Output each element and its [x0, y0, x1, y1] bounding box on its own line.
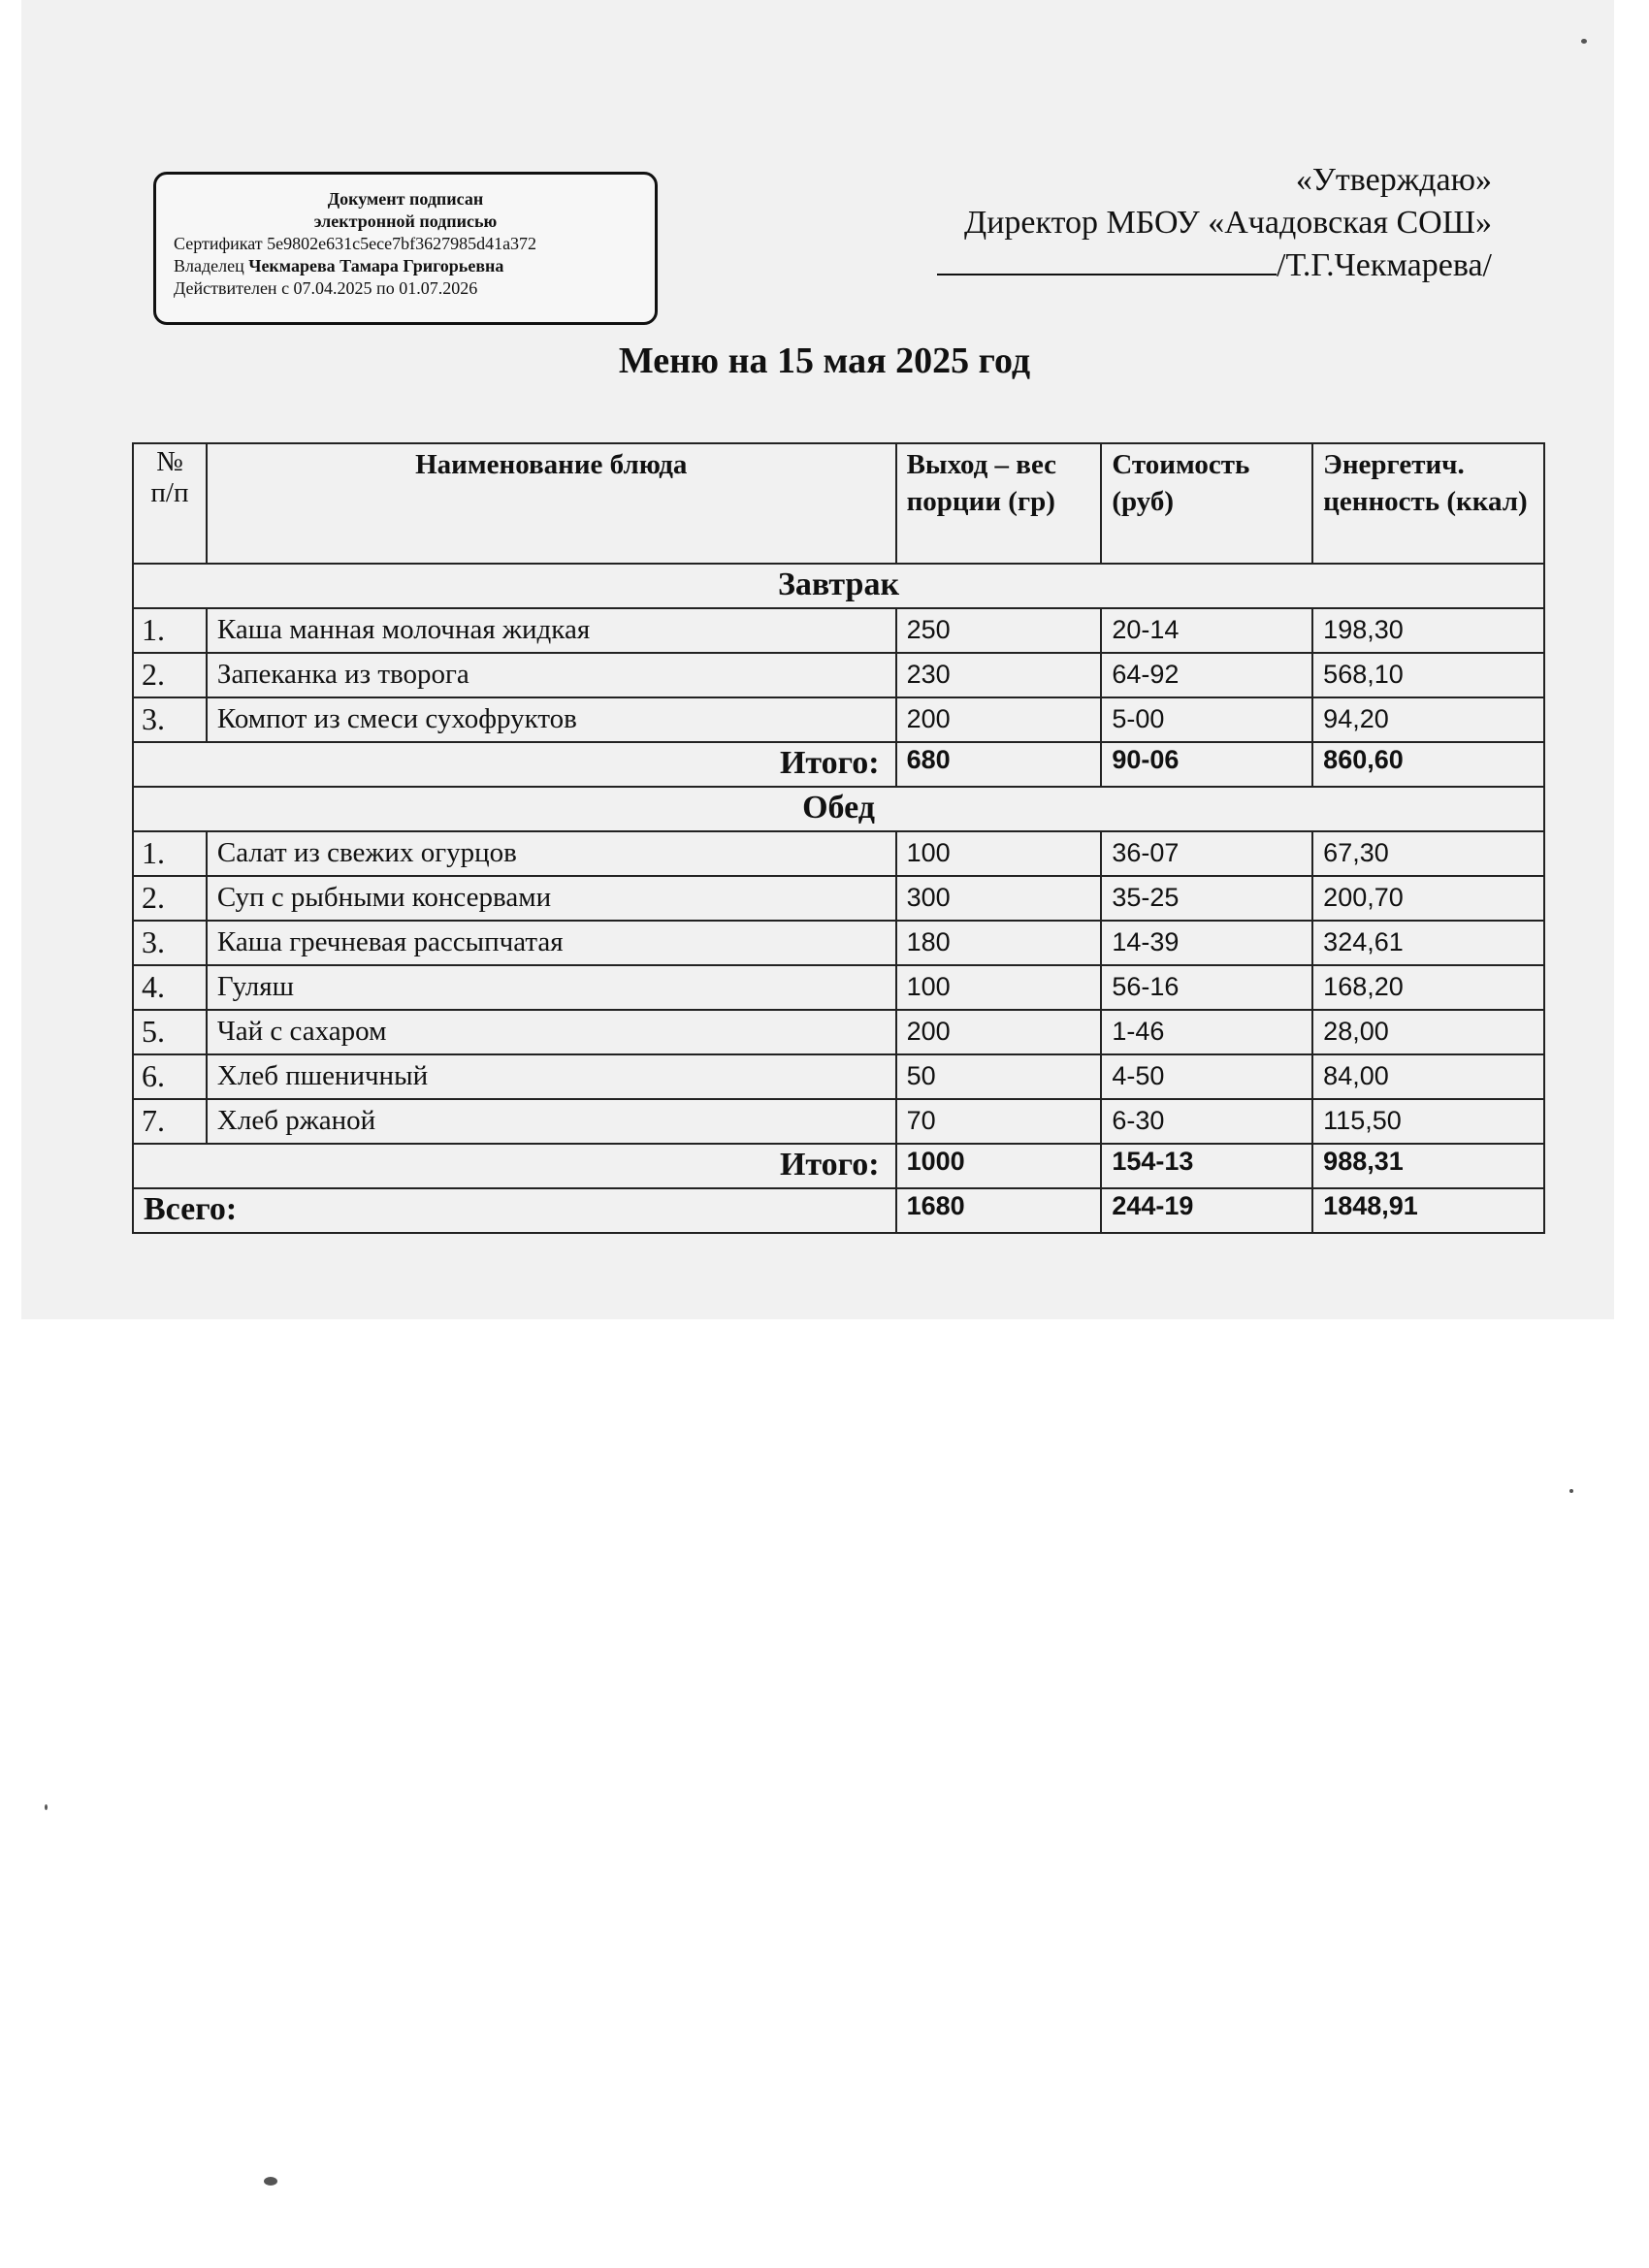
stamp-valid: Действителен с 07.04.2025 по 01.07.2026 [174, 278, 478, 298]
section-label: Завтрак [133, 564, 1544, 608]
section-label: Обед [133, 787, 1544, 831]
dish-weight: 300 [896, 876, 1102, 921]
dish-kcal: 67,30 [1312, 831, 1544, 876]
table-row [133, 965, 1544, 1010]
dish-cost: 20-14 [1101, 608, 1312, 653]
stamp-certificate [174, 233, 637, 255]
dish-cost: 36-07 [1101, 831, 1312, 876]
row-number: 2. [133, 876, 207, 921]
section-lunch [133, 787, 1544, 831]
row-number: 5. [133, 1010, 207, 1054]
header-name: Наименование блюда [207, 443, 896, 564]
dish-weight: 230 [896, 653, 1102, 697]
stamp-cert-label: Сертификат [174, 234, 263, 253]
total-kcal: 988,31 [1312, 1144, 1544, 1188]
dish-name: Суп с рыбными консервами [207, 876, 896, 921]
approval-line1: «Утверждаю» [1295, 162, 1492, 198]
header-num: № п/п [133, 443, 207, 564]
row-number: 1. [133, 831, 207, 876]
table-row [133, 831, 1544, 876]
row-number: 7. [133, 1099, 207, 1144]
signature-line [937, 244, 1277, 275]
table-row [133, 653, 1544, 697]
dish-kcal: 568,10 [1312, 653, 1544, 697]
dish-name: Хлеб пшеничный [207, 1054, 896, 1099]
dish-weight: 200 [896, 697, 1102, 742]
approval-line2: Директор МБОУ «Ачадовская СОШ» [964, 205, 1492, 241]
dish-weight: 70 [896, 1099, 1102, 1144]
row-number: 4. [133, 965, 207, 1010]
table-row [133, 697, 1544, 742]
approval-signer: /Т.Г.Чекмарева/ [1277, 247, 1492, 283]
row-number: 3. [133, 921, 207, 965]
stamp-cert-value: 5e9802e631c5ece7bf3627985d41a372 [267, 234, 537, 253]
dish-name: Запеканка из творога [207, 653, 896, 697]
dish-kcal: 115,50 [1312, 1099, 1544, 1144]
table-row [133, 876, 1544, 921]
total-weight: 680 [896, 742, 1102, 787]
dish-name: Салат из свежих огурцов [207, 831, 896, 876]
row-number: 3. [133, 697, 207, 742]
dish-cost: 1-46 [1101, 1010, 1312, 1054]
row-number: 2. [133, 653, 207, 697]
scan-speck [45, 1804, 48, 1810]
dish-cost: 64-92 [1101, 653, 1312, 697]
table-row [133, 608, 1544, 653]
dish-cost: 56-16 [1101, 965, 1312, 1010]
dish-name: Чай с сахаром [207, 1010, 896, 1054]
dish-kcal: 94,20 [1312, 697, 1544, 742]
stamp-line1: Документ подписан [327, 189, 484, 209]
dish-kcal: 28,00 [1312, 1010, 1544, 1054]
electronic-signature-stamp [153, 172, 658, 325]
dish-name: Компот из смеси сухофруктов [207, 697, 896, 742]
header-cost: Стоимость (руб) [1101, 443, 1312, 564]
approval-signature [813, 244, 1492, 287]
dish-weight: 100 [896, 965, 1102, 1010]
dish-cost: 14-39 [1101, 921, 1312, 965]
dish-cost: 4-50 [1101, 1054, 1312, 1099]
total-cost: 154-13 [1101, 1144, 1312, 1188]
lunch-total-row [133, 1144, 1544, 1188]
grand-total-kcal: 1848,91 [1312, 1188, 1544, 1233]
scan-speck [1581, 39, 1587, 44]
total-cost: 90-06 [1101, 742, 1312, 787]
dish-weight: 250 [896, 608, 1102, 653]
dish-name: Гуляш [207, 965, 896, 1010]
row-number: 6. [133, 1054, 207, 1099]
table-row [133, 1054, 1544, 1099]
dish-cost: 35-25 [1101, 876, 1312, 921]
menu-table [132, 442, 1545, 1234]
scan-speck [1569, 1489, 1573, 1493]
dish-kcal: 84,00 [1312, 1054, 1544, 1099]
scan-speck [264, 2177, 277, 2186]
dish-name: Каша манная молочная жидкая [207, 608, 896, 653]
total-label: Итого: [133, 742, 896, 787]
dish-weight: 100 [896, 831, 1102, 876]
dish-weight: 50 [896, 1054, 1102, 1099]
section-breakfast [133, 564, 1544, 608]
grand-total-weight: 1680 [896, 1188, 1102, 1233]
table-row [133, 1010, 1544, 1054]
dish-kcal: 200,70 [1312, 876, 1544, 921]
dish-cost: 5-00 [1101, 697, 1312, 742]
grand-total-label: Всего: [133, 1188, 896, 1233]
stamp-line2: электронной подписью [313, 211, 498, 231]
dish-name: Каша гречневая рассыпчатая [207, 921, 896, 965]
stamp-owner-value: Чекмарева Тамара Григорьевна [248, 256, 504, 275]
stamp-owner [174, 255, 637, 277]
dish-cost: 6-30 [1101, 1099, 1312, 1144]
page-title: Меню на 15 мая 2025 год [618, 340, 1031, 381]
grand-total-row [133, 1188, 1544, 1233]
header-energy: Энергетич. ценность (ккал) [1312, 443, 1544, 564]
header-weight: Выход – вес порции (гр) [896, 443, 1102, 564]
dish-weight: 180 [896, 921, 1102, 965]
total-kcal: 860,60 [1312, 742, 1544, 787]
total-label: Итого: [133, 1144, 896, 1188]
dish-kcal: 198,30 [1312, 608, 1544, 653]
dish-kcal: 168,20 [1312, 965, 1544, 1010]
dish-kcal: 324,61 [1312, 921, 1544, 965]
stamp-owner-label: Владелец [174, 256, 244, 275]
breakfast-total-row [133, 742, 1544, 787]
row-number: 1. [133, 608, 207, 653]
dish-weight: 200 [896, 1010, 1102, 1054]
table-row [133, 921, 1544, 965]
table-row [133, 1099, 1544, 1144]
dish-name: Хлеб ржаной [207, 1099, 896, 1144]
table-header-row [133, 443, 1544, 564]
approval-block [813, 159, 1492, 287]
grand-total-cost: 244-19 [1101, 1188, 1312, 1233]
total-weight: 1000 [896, 1144, 1102, 1188]
